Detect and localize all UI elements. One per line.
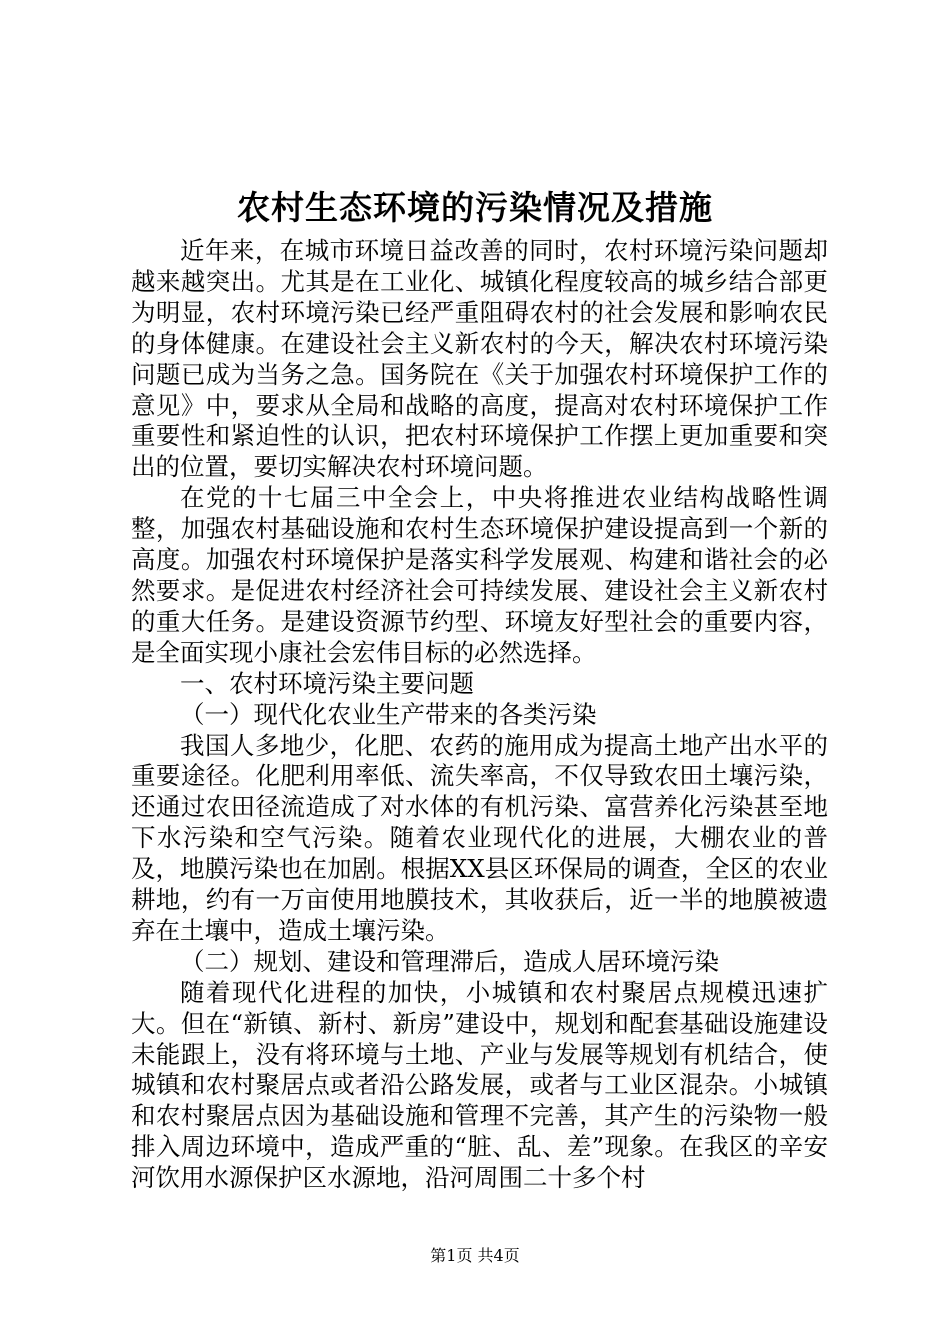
page-footer-indicator: 第1页 共4页 — [430, 1246, 520, 1265]
section-heading-1: 一、农村环境污染主要问题 — [180, 668, 474, 698]
document-body — [131, 236, 828, 1194]
document-title: 农村生态环境的污染情况及措施 — [237, 188, 713, 227]
subsection-heading-1: （一）现代化农业生产带来的各类污染 — [180, 699, 597, 729]
subsection-heading-2: （二）规划、建设和管理滞后，造成人居环境污染 — [180, 946, 719, 976]
subsection-2-paragraph: 随着现代化进程的加快，小城镇和农村聚居点规模迅速扩大。但在“新镇、新村、新房”建设中，规划和配套基础设施建设未能跟上，没有将环境与土地、产业与发展等规划有机结合，使城镇和农村聚居点或者沿公路发展，或者与工业区混杂。小城镇和农村聚居点因为基础设施和管理不完善，其产生的污染物一般排入周边环境中，造成严重的“脏、乱、差”现象。在我区的辛安河饮用水源保护区水源地，沿河周围二十多个村 — [131, 977, 828, 1193]
intro-paragraph-1: 近年来，在城市环境日益改善的同时，农村环境污染问题却越来越突出。尤其是在工业化、城镇化程度较高的城乡结合部更为明显，农村环境污染已经严重阻碍农村的社会发展和影响农民的身体健康。在建设社会主义新农村的今天，解决农村环境污染问题已成为当务之急。国务院在《关于加强农村环境保护工作的意见》中，要求从全局和战略的高度，提高对农村环境保护工作重要性和紧迫性的认识，把农村环境保护工作摆上更加重要和突出的位置，要切实解决农村环境问题。 — [131, 236, 828, 482]
intro-paragraph-2: 在党的十七届三中全会上，中央将推进农业结构战略性调整，加强农村基础设施和农村生态环境保护建设提高到一个新的高度。加强农村环境保护是落实科学发展观、构建和谐社会的必然要求。是促进农村经济社会可持续发展、建设社会主义新农村的重大任务。是建设资源节约型、环境友好型社会的重要内容，是全面实现小康社会宏伟目标的必然选择。 — [131, 483, 828, 667]
subsection-1-paragraph: 我国人多地少，化肥、农药的施用成为提高土地产出水平的重要途径。化肥利用率低、流失率高，不仅导致农田土壤污染，还通过农田径流造成了对水体的有机污染、富营养化污染甚至地下水污染和空气污染。随着农业现代化的进展，大棚农业的普及，地膜污染也在加剧。根据XX县区环保局的调查，全区的农业耕地，约有一万亩使用地膜技术，其收获后，近一半的地膜被遗弃在土壤中，造成土壤污染。 — [131, 730, 828, 945]
